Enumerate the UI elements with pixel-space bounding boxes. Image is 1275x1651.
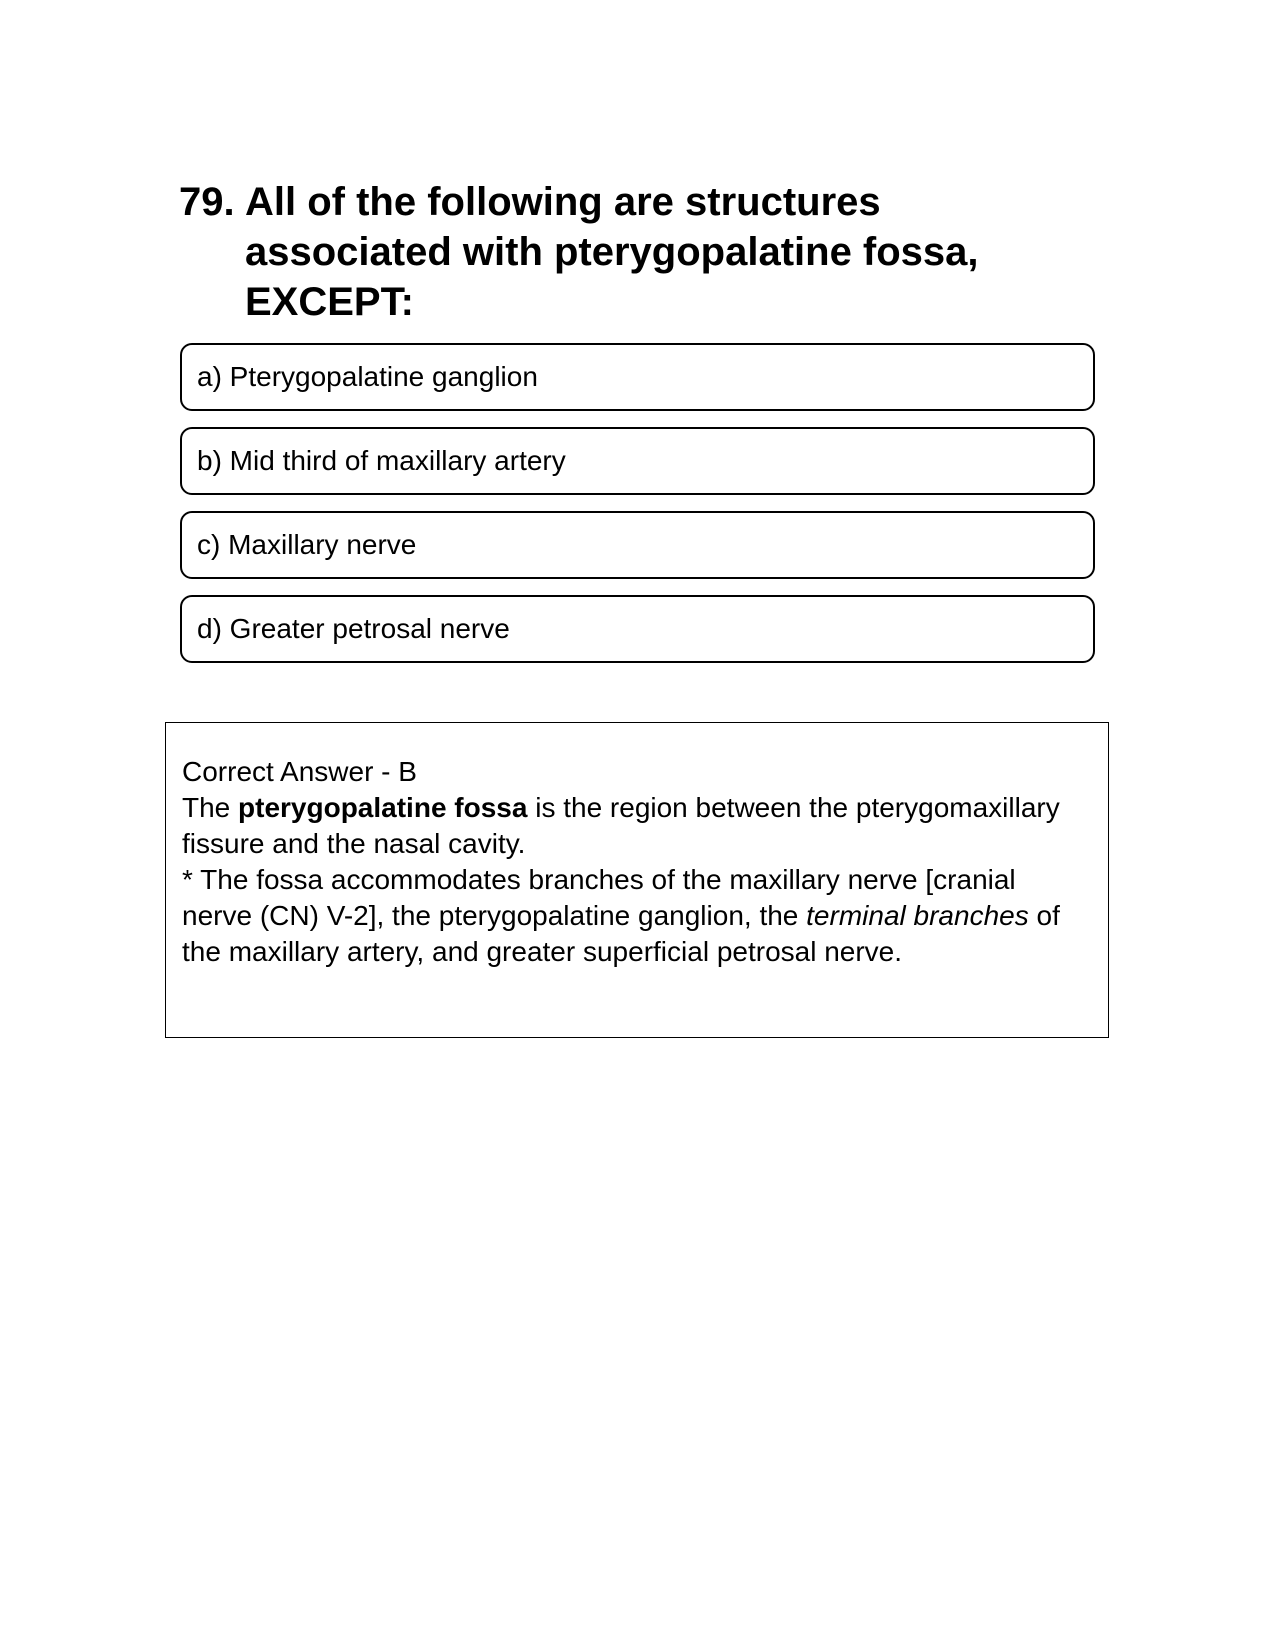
explanation-1-bold-term: pterygopalatine fossa <box>238 792 528 823</box>
options-list <box>180 343 1095 679</box>
option-b-label: b) Mid third of maxillary artery <box>197 445 566 476</box>
option-d-label: d) Greater petrosal nerve <box>197 613 510 644</box>
explanation-1-suffix: is the region between the pterygomaxillary fissure and the nasal cavity. <box>182 792 1060 859</box>
explanation-1-prefix: The <box>182 792 239 823</box>
question-heading <box>179 177 1059 327</box>
option-b[interactable] <box>180 427 1095 495</box>
explanation-2-italic-term: terminal branches <box>806 900 1029 931</box>
option-a[interactable] <box>180 343 1095 411</box>
explanation-2-prefix: * The fossa accommodates branches of the maxillary nerve [cranial nerve (CN) V-2], the pterygopalatine ganglion, the <box>182 864 1016 931</box>
correct-answer-line: Correct Answer - B <box>182 756 417 787</box>
option-c-label: c) Maxillary nerve <box>197 529 417 560</box>
answer-explanation-box <box>165 722 1109 1038</box>
explanation-paragraph-1 <box>182 790 1093 862</box>
option-c[interactable] <box>180 511 1095 579</box>
option-a-label: a) Pterygopalatine ganglion <box>197 361 538 392</box>
explanation-paragraph-2 <box>182 862 1093 970</box>
question-number: 79. <box>179 180 235 224</box>
question-text: All of the following are structures associated with pterygopalatine fossa, EXCEPT: <box>245 180 979 324</box>
explanation-2-suffix: of the maxillary artery, and greater superficial petrosal nerve. <box>182 900 1060 967</box>
option-d[interactable] <box>180 595 1095 663</box>
